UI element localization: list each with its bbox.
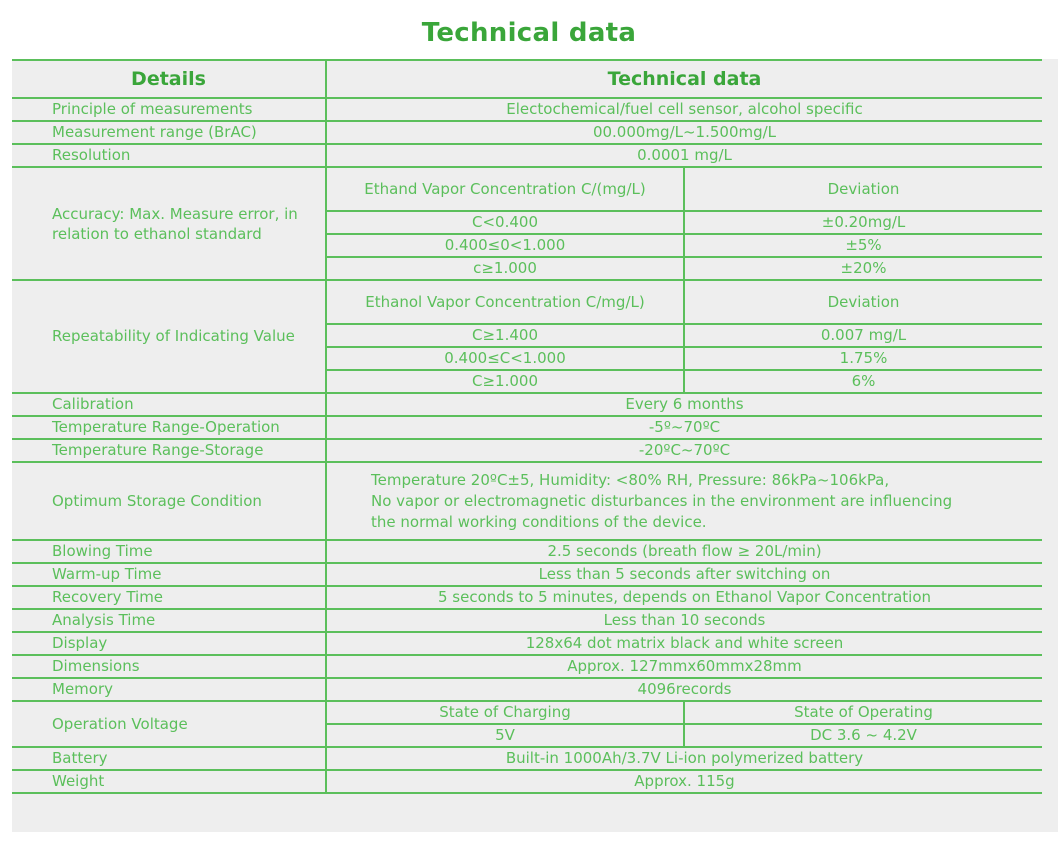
repeatability-deviation: 6% <box>684 370 1042 393</box>
row-label: Weight <box>12 770 326 793</box>
technical-data-table <box>12 59 1042 794</box>
accuracy-concentration: 0.400≤0<1.000 <box>326 234 684 257</box>
table-row <box>12 393 1042 416</box>
accuracy-deviation: ±20% <box>684 257 1042 280</box>
voltage-charging-value: 5V <box>326 724 684 747</box>
header-technical-data: Technical data <box>326 60 1042 98</box>
voltage-operating-header: State of Operating <box>684 701 1042 724</box>
row-value: Built-in 1000Ah/3.7V Li-ion polymerized battery <box>326 747 1042 770</box>
table-row <box>12 121 1042 144</box>
row-label: Calibration <box>12 393 326 416</box>
accuracy-deviation: ±5% <box>684 234 1042 257</box>
voltage-label: Operation Voltage <box>12 701 326 747</box>
storage-line: Temperature 20ºC±5, Humidity: <80% RH, Pressure: 86kPa~106kPa, <box>371 470 890 489</box>
repeatability-col2-header: Deviation <box>684 280 1042 324</box>
row-label: Recovery Time <box>12 586 326 609</box>
storage-line: the normal working conditions of the device. <box>371 512 707 531</box>
header-details: Details <box>12 60 326 98</box>
row-value: -5º~70ºC <box>326 416 1042 439</box>
row-value: Every 6 months <box>326 393 1042 416</box>
row-value: 00.000mg/L~1.500mg/L <box>326 121 1042 144</box>
table-row <box>12 462 1042 540</box>
accuracy-deviation: ±0.20mg/L <box>684 211 1042 234</box>
table-row <box>12 98 1042 121</box>
repeatability-deviation: 1.75% <box>684 347 1042 370</box>
table-row <box>12 586 1042 609</box>
row-label: Display <box>12 632 326 655</box>
row-label: Temperature Range-Storage <box>12 439 326 462</box>
table-row <box>12 540 1042 563</box>
row-label: Temperature Range-Operation <box>12 416 326 439</box>
page-title: Technical data <box>421 18 637 48</box>
table-row <box>12 632 1042 655</box>
row-label: Memory <box>12 678 326 701</box>
table-row <box>12 416 1042 439</box>
row-value: -20ºC~70ºC <box>326 439 1042 462</box>
row-label: Dimensions <box>12 655 326 678</box>
accuracy-concentration: c≥1.000 <box>326 257 684 280</box>
voltage-charging-header: State of Charging <box>326 701 684 724</box>
row-value: 0.0001 mg/L <box>326 144 1042 167</box>
repeatability-concentration: C≥1.000 <box>326 370 684 393</box>
row-value: Approx. 127mmx60mmx28mm <box>326 655 1042 678</box>
row-label: Warm-up Time <box>12 563 326 586</box>
table-row <box>12 655 1042 678</box>
voltage-operating-value: DC 3.6 ~ 4.2V <box>684 724 1042 747</box>
repeatability-header-row <box>12 280 1042 324</box>
storage-line: No vapor or electromagnetic disturbances in the environment are influencing <box>371 491 953 510</box>
row-label: Battery <box>12 747 326 770</box>
row-label: Optimum Storage Condition <box>12 462 326 540</box>
table-row <box>12 144 1042 167</box>
accuracy-label: Accuracy: Max. Measure error, in relation to ethanol standard <box>12 167 326 280</box>
row-value: Less than 5 seconds after switching on <box>326 563 1042 586</box>
table-row <box>12 770 1042 793</box>
accuracy-concentration: C<0.400 <box>326 211 684 234</box>
table-row <box>12 678 1042 701</box>
row-value: Approx. 115g <box>326 770 1042 793</box>
accuracy-col2-header: Deviation <box>684 167 1042 211</box>
repeatability-concentration: C≥1.400 <box>326 324 684 347</box>
row-value: 5 seconds to 5 minutes, depends on Ethanol Vapor Concentration <box>326 586 1042 609</box>
row-label: Measurement range (BrAC) <box>12 121 326 144</box>
row-value: 4096records <box>326 678 1042 701</box>
storage-condition-text <box>326 462 1042 540</box>
table-row <box>12 609 1042 632</box>
voltage-header-row <box>12 701 1042 724</box>
row-value: Less than 10 seconds <box>326 609 1042 632</box>
row-label: Blowing Time <box>12 540 326 563</box>
table-row <box>12 563 1042 586</box>
row-label: Analysis Time <box>12 609 326 632</box>
repeatability-col1-header: Ethanol Vapor Concentration C/mg/L) <box>326 280 684 324</box>
row-value: 2.5 seconds (breath flow ≥ 20L/min) <box>326 540 1042 563</box>
row-label: Resolution <box>12 144 326 167</box>
repeatability-deviation: 0.007 mg/L <box>684 324 1042 347</box>
row-label: Principle of measurements <box>12 98 326 121</box>
repeatability-concentration: 0.400≤C<1.000 <box>326 347 684 370</box>
repeatability-label: Repeatability of Indicating Value <box>12 280 326 393</box>
table-row <box>12 747 1042 770</box>
accuracy-col1-header: Ethand Vapor Concentration C/(mg/L) <box>326 167 684 211</box>
table-header-row <box>12 60 1042 98</box>
row-value: Electochemical/fuel cell sensor, alcohol specific <box>326 98 1042 121</box>
table-row <box>12 439 1042 462</box>
accuracy-header-row <box>12 167 1042 211</box>
row-value: 128x64 dot matrix black and white screen <box>326 632 1042 655</box>
